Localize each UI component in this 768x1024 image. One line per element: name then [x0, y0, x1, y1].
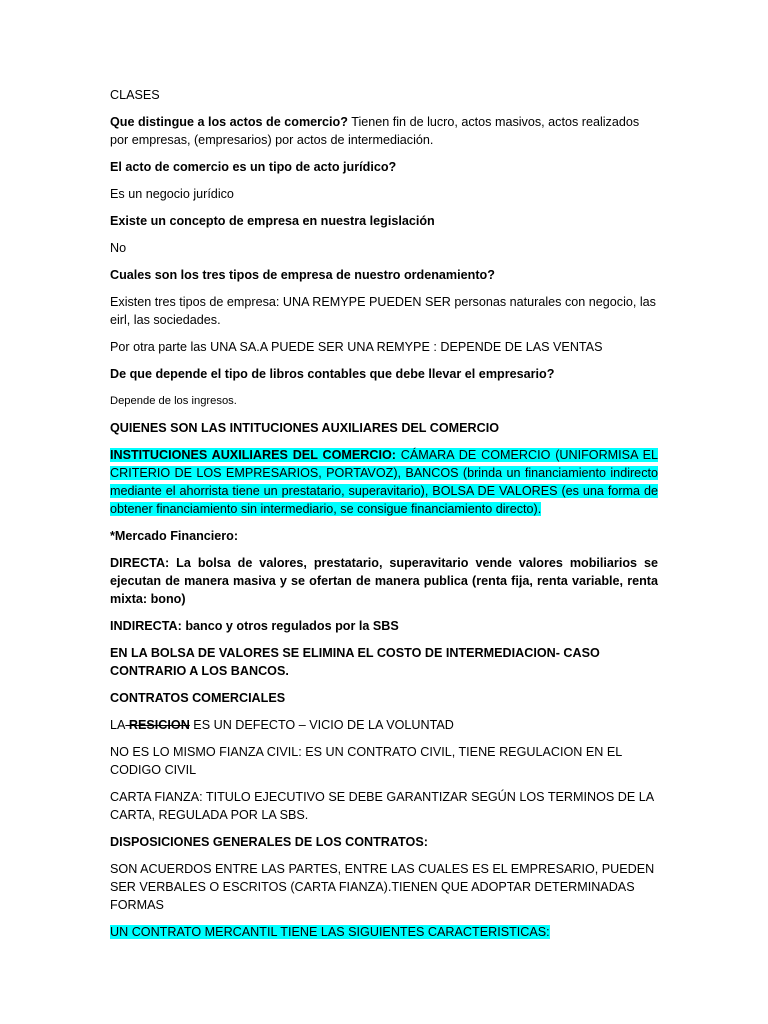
instituciones-text: CÁMARA DE COMERCIO (UNIFORMISA EL CRITERIO DE LOS EMPRESARIOS, PORTAVOZ), BANCOS (brinda un financiamiento indirecto mediante el ahorrista tiene un prestatario, superavitario), BOLSA DE VALORES (es una forma de obtener financiamiento sin intermediario, se consigue financiamiento directo).	[110, 448, 659, 516]
question-libros-contables: De que depende el tipo de libros contables que debe llevar el empresario?	[110, 367, 555, 381]
answer-acto-juridico: Es un negocio jurídico	[110, 187, 234, 201]
fianza-civil-paragraph: NO ES LO MISMO FIANZA CIVIL: ES UN CONTRATO CIVIL, TIENE REGULACION EN EL CODIGO CIVIL	[110, 745, 622, 777]
contrato-mercantil-text: UN CONTRATO MERCANTIL TIENE LAS SIGUIENTES CARACTERISTICAS:	[110, 925, 550, 939]
instituciones-paragraph	[110, 446, 658, 518]
resicion-struck: RESICION	[125, 718, 190, 732]
resicion-paragraph	[110, 716, 658, 734]
question-acto-juridico: El acto de comercio es un tipo de acto jurídico?	[110, 160, 397, 174]
answer-tipos-empresa: Existen tres tipos de empresa: UNA REMYPE PUEDEN SER personas naturales con negocio, las eirl, las sociedades.	[110, 295, 656, 327]
acuerdos-paragraph: SON ACUERDOS ENTRE LAS PARTES, ENTRE LAS CUALES ES EL EMPRESARIO, PUEDEN SER VERBALES O ESCRITOS (CARTA FIANZA).TIENEN QUE ADOPTAR DETERMINADAS FORMAS	[110, 862, 655, 912]
clases-heading: CLASES	[110, 88, 160, 102]
question-tipos-empresa: Cuales son los tres tipos de empresa de nuestro ordenamiento?	[110, 268, 495, 282]
question-concepto-empresa: Existe un concepto de empresa en nuestra legislación	[110, 214, 435, 228]
resicion-rest: ES UN DEFECTO – VICIO DE LA VOLUNTAD	[189, 718, 454, 732]
directa-paragraph: DIRECTA: La bolsa de valores, prestatario, superavitario vende valores mobiliarios se ejecutan de manera masiva y se ofertan de manera publica (renta fija, renta variable, renta mixta: bono)	[110, 556, 658, 606]
bolsa-paragraph: EN LA BOLSA DE VALORES SE ELIMINA EL COSTO DE INTERMEDIACION- CASO CONTRARIO A LOS BANCOS.	[110, 646, 600, 678]
contrato-mercantil-paragraph	[110, 923, 658, 941]
answer-tipos-empresa-extra: Por otra parte las UNA SA.A PUEDE SER UNA REMYPE : DEPENDE DE LAS VENTAS	[110, 340, 603, 354]
mercado-financiero-heading: *Mercado Financiero:	[110, 529, 239, 543]
instituciones-label: INSTITUCIONES AUXILIARES DEL COMERCIO:	[110, 448, 396, 462]
answer-text: Tienen fin de lucro, actos masivos, actos realizados por empresas, (empresarios) por actos de intermediación.	[110, 115, 640, 147]
heading-instituciones: QUIENES SON LAS INTITUCIONES AUXILIARES DEL COMERCIO	[110, 421, 500, 435]
indirecta-paragraph: INDIRECTA: banco y otros regulados por la SBS	[110, 619, 399, 633]
carta-fianza-paragraph: CARTA FIANZA: TITULO EJECUTIVO SE DEBE GARANTIZAR SEGÚN LOS TERMINOS DE LA CARTA, REGULADA POR LA SBS.	[110, 790, 654, 822]
question-label: Que distingue a los actos de comercio?	[110, 115, 348, 129]
answer-libros-contables: Depende de los ingresos.	[110, 395, 237, 407]
answer-concepto-empresa: No	[110, 241, 127, 255]
disposiciones-heading: DISPOSICIONES GENERALES DE LOS CONTRATOS:	[110, 835, 428, 849]
resicion-prefix: LA	[110, 718, 126, 732]
question-actos-comercio	[110, 113, 658, 149]
contratos-heading: CONTRATOS COMERCIALES	[110, 691, 286, 705]
